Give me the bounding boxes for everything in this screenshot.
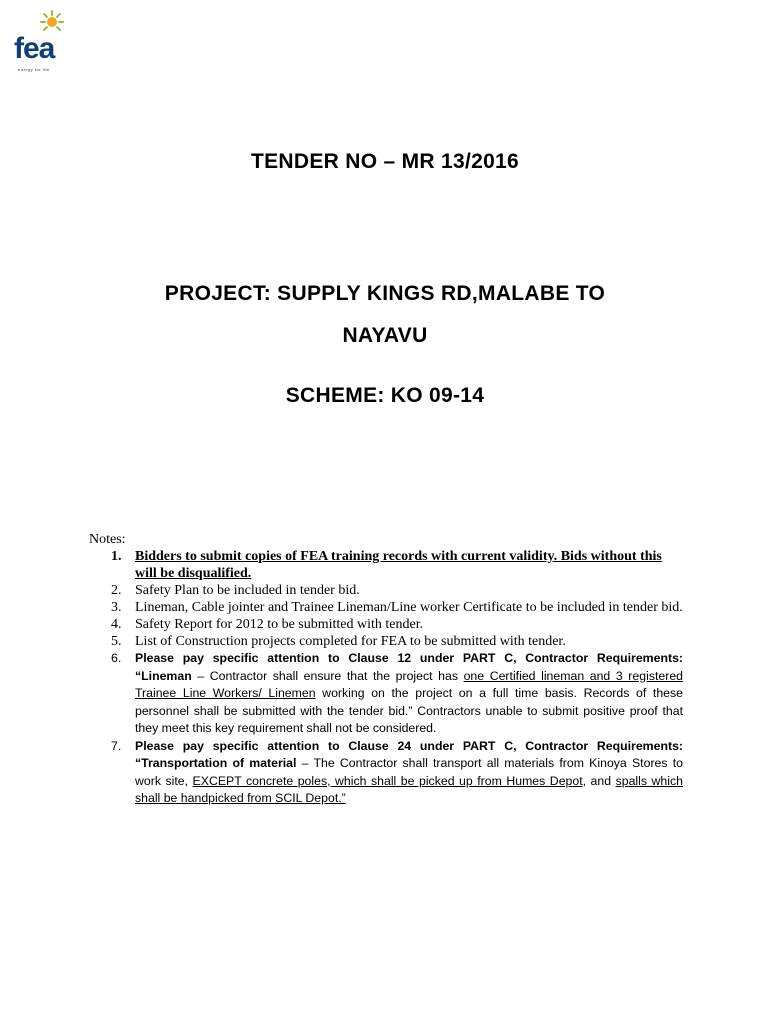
notes-list bbox=[109, 548, 683, 808]
note-item-4 bbox=[109, 616, 683, 633]
note-lead: Please pay specific attention to Clause 24 under PART C, Contractor Requirements: bbox=[135, 738, 683, 753]
note-text: working on the project on a full time basis. Records of these personnel shall be submitted with the tender bid.” Contractors unable to submit positive proof that they meet this key requirement shall not be considered. bbox=[135, 686, 683, 735]
note-item-5 bbox=[109, 633, 683, 650]
project-title-line-2: NAYAVU bbox=[342, 324, 428, 347]
note-item-1 bbox=[109, 548, 683, 582]
note-number: 7. bbox=[111, 738, 122, 753]
note-text: – Contractor shall ensure that the project has bbox=[191, 668, 464, 683]
note-underlined-text: one Certified lineman and 3 registered Trainee Line Workers/ Linemen bbox=[135, 668, 683, 700]
project-title-line-1: PROJECT: SUPPLY KINGS RD,MALABE TO bbox=[164, 282, 606, 305]
fea-logo bbox=[14, 10, 76, 78]
note-text: Safety Plan to be included in tender bid. bbox=[135, 583, 360, 598]
note-number: 4. bbox=[111, 617, 122, 632]
note-number: 2. bbox=[111, 583, 122, 598]
note-item-3 bbox=[109, 599, 683, 616]
note-text: Safety Report for 2012 to be submitted with tender. bbox=[135, 617, 424, 632]
scheme-title: SCHEME: KO 09-14 bbox=[285, 384, 485, 407]
note-number: 3. bbox=[111, 600, 122, 615]
logo-tagline: energy for life bbox=[18, 67, 50, 72]
logo-wordmark: fea bbox=[14, 32, 55, 65]
note-number: 6. bbox=[111, 651, 122, 665]
tender-number: TENDER NO – MR 13/2016 bbox=[250, 150, 520, 173]
note-text: Lineman, Cable jointer and Trainee Lineman/Line worker Certificate to be included in tender bid. bbox=[135, 600, 683, 615]
note-text: – The Contractor shall transport all materials from Kinoya Stores to work site, bbox=[135, 756, 683, 788]
note-item-7 bbox=[109, 738, 683, 808]
note-number: 5. bbox=[111, 634, 122, 649]
note-item-6 bbox=[109, 650, 683, 738]
note-quote-title: “Lineman bbox=[135, 668, 192, 683]
note-number: 1. bbox=[111, 549, 122, 564]
note-underlined-text: EXCEPT concrete poles, which shall be picked up from Humes Depot bbox=[192, 773, 583, 788]
note-item-2 bbox=[109, 582, 683, 599]
note-lead: Please pay specific attention to Clause 12 under PART C, Contractor Requirements: bbox=[135, 651, 683, 665]
notes-label: Notes: bbox=[89, 532, 126, 547]
note-text: , and bbox=[582, 773, 616, 788]
note-text: Bidders to submit copies of FEA training records with current validity. Bids without this will be disqualified. bbox=[135, 549, 662, 581]
note-underlined-text: spalls which shall be handpicked from SCIL Depot.” bbox=[135, 773, 683, 805]
note-quote-title: “Transportation of material bbox=[135, 756, 297, 770]
note-text: List of Construction projects completed for FEA to be submitted with tender. bbox=[135, 634, 566, 649]
